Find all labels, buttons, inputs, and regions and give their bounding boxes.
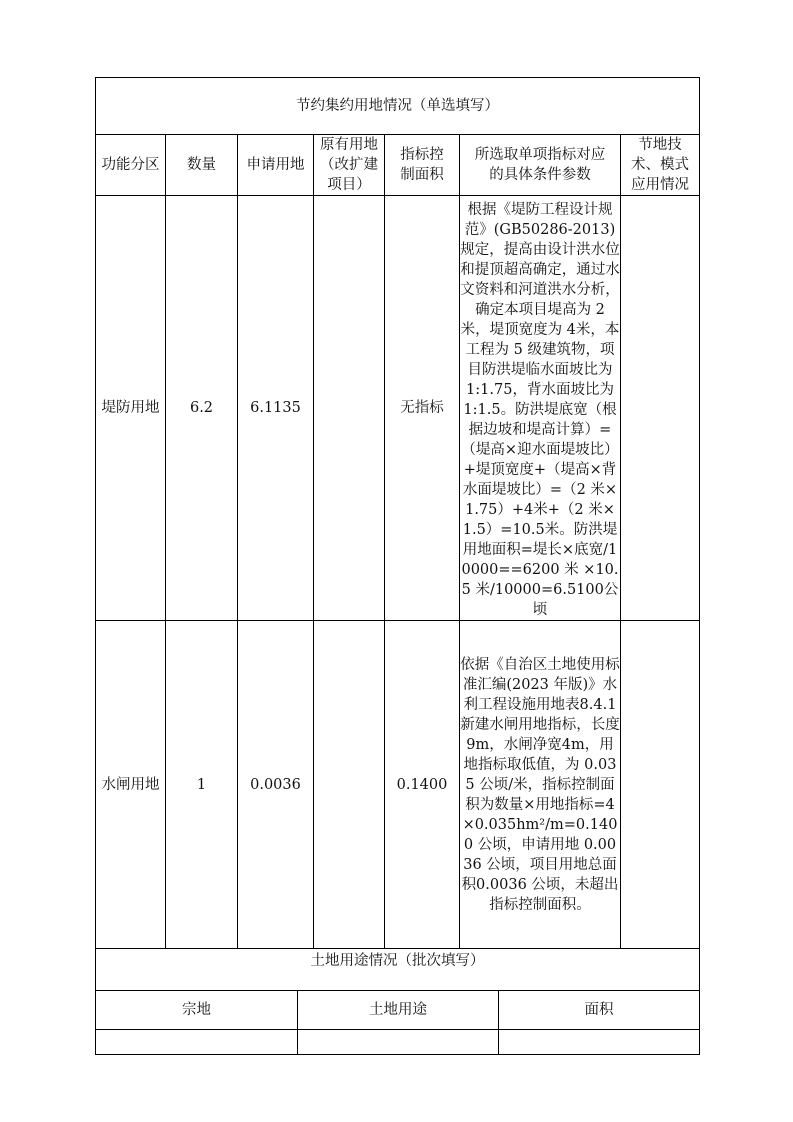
table-row [96,196,700,621]
header-tech: 节地技术、模式应用情况 [621,135,700,196]
header-params: 所选取单项指标对应的具体条件参数 [460,135,621,196]
original-cell [314,621,385,949]
zone-cell: 水闸用地 [96,621,166,949]
table-row [96,1029,700,1054]
original-cell [314,196,385,621]
header-control: 指标控制面积 [385,135,460,196]
quantity-cell: 6.2 [166,196,238,621]
land-use-efficiency-table [95,77,700,949]
header-row [96,990,700,1029]
header-original: 原有用地（改扩建项目） [314,135,385,196]
applied-cell: 6.1135 [238,196,314,621]
header-zone: 功能分区 [96,135,166,196]
header-parcel: 宗地 [96,990,298,1029]
params-cell: 根据《堤防工程设计规范》(GB50286-2013)规定，提高由设计洪水位和提顶超高确定，通过水文资料和河道洪水分析，确定本项目堤高为 2 米，堤顶宽度为 4米，本工程为 5 级建筑物，项目防洪堤临水面坡比为 1:1.75，背水面坡比为 1:1.5。防洪堤底宽（根据边坡和堤高计算）=（堤高×迎水面堤坡比）+堤顶宽度+（堤高×背水面堤坡比）=（2 米×1.75）+4米+（2 米×1.5）=10.5米。防洪堤用地面积=堤长×底宽/10000==6200 米 ×10.5 米/10000=6.5100公顷 [460,196,621,621]
area-cell [499,1029,700,1054]
header-land-use: 土地用途 [298,990,499,1029]
parcel-cell [96,1029,298,1054]
control-cell: 无指标 [385,196,460,621]
params-cell: 依据《自治区土地使用标准汇编(2023 年版)》水利工程设施用地表8.4.1 新建水闸用地指标，长度 9m，水闸净宽4m，用地指标取低值，为 0.035 公顷/米，指标控制面积为数量×用地指标=4×0.035hm²/m=0.1400 公顷，申请用地 0.0036 公顷，项目用地总面积0.0036 公顷，未超出指标控制面积。 [460,621,621,949]
applied-cell: 0.0036 [238,621,314,949]
land-purpose-table [95,932,700,1055]
header-row [96,135,700,196]
control-cell: 0.1400 [385,621,460,949]
land-use-cell [298,1029,499,1054]
header-quantity: 数量 [166,135,238,196]
table-row [96,621,700,949]
header-applied: 申请用地 [238,135,314,196]
tech-cell [621,196,700,621]
tech-cell [621,621,700,949]
section2-title: 土地用途情况（批次填写） [96,932,700,990]
zone-cell: 堤防用地 [96,196,166,621]
section1-title: 节约集约用地情况（单选填写） [96,78,700,135]
header-area: 面积 [499,990,700,1029]
quantity-cell: 1 [166,621,238,949]
